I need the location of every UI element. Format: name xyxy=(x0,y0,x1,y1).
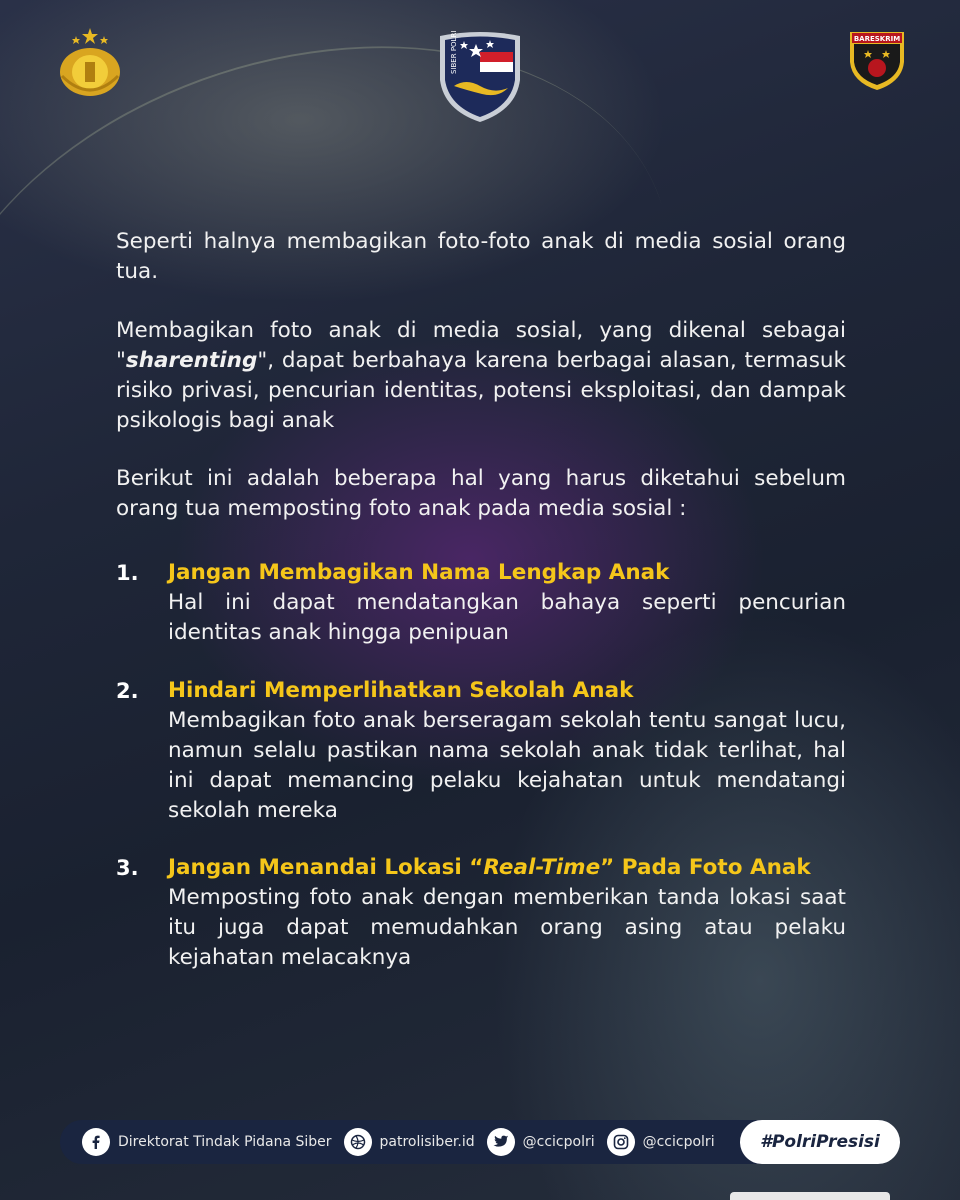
list-number: 1. xyxy=(116,561,139,585)
website-link[interactable] xyxy=(344,1128,475,1156)
intro-paragraph-2-end: ", dapat berbahaya karena berbagai alasan, termasuk risiko privasi, pencurian identitas, potensi eksploitasi, dan dampak psikologis bagi anak xyxy=(116,348,846,433)
list-item-body xyxy=(168,558,846,648)
hashtag-badge: #PolriPresisi xyxy=(740,1120,900,1164)
sharenting-term: sharenting xyxy=(125,348,258,373)
list-item-text: Hal ini dapat mendatangkan bahaya seperti pencurian identitas anak hingga penipuan xyxy=(168,590,846,645)
intro-paragraph-2 xyxy=(116,316,846,436)
list-item-title xyxy=(168,853,846,883)
bareskrim-logo xyxy=(846,26,908,92)
list-item-body xyxy=(168,676,846,826)
facebook-icon xyxy=(82,1128,110,1156)
list-item-text: Membagikan foto anak berseragam sekolah tentu sangat lucu, namun selalu pastikan nama sekolah anak tidak terlihat, hal ini dapat memancing pelaku kejahatan untuk mendatangi sekolah mereka xyxy=(168,708,846,823)
list-item-title-start: Jangan Menandai Lokasi “ xyxy=(168,855,484,880)
list-item-title: Jangan Membagikan Nama Lengkap Anak xyxy=(168,560,670,585)
siber-polri-logo-text: SIBER POLRI xyxy=(450,30,458,74)
facebook-label: Direktorat Tindak Pidana Siber xyxy=(118,1134,332,1150)
list-item-body xyxy=(168,853,846,973)
website-label: patrolisiber.id xyxy=(379,1134,475,1150)
list-item-title-end: ” Pada Foto Anak xyxy=(600,855,811,880)
twitter-label: @ccicpolri xyxy=(522,1134,595,1150)
instagram-label: @ccicpolri xyxy=(642,1134,715,1150)
facebook-link[interactable] xyxy=(82,1128,332,1156)
list-item-text: Memposting foto anak dengan memberikan tanda lokasi saat itu juga dapat memudahkan orang asing atau pelaku kejahatan melacaknya xyxy=(168,885,846,970)
list-number: 2. xyxy=(116,679,139,703)
twitter-link[interactable] xyxy=(487,1128,595,1156)
twitter-icon xyxy=(487,1128,515,1156)
intro-paragraph-1: Seperti halnya membagikan foto-foto anak di media sosial orang tua. xyxy=(116,229,846,284)
instagram-icon xyxy=(607,1128,635,1156)
list-item-title: Hindari Memperlihatkan Sekolah Anak xyxy=(168,678,634,703)
intro-paragraph-2-start: Membagikan foto anak di media sosial, yang dikenal sebagai " xyxy=(116,318,846,373)
intro-paragraph-3: Berikut ini adalah beberapa hal yang harus diketahui sebelum orang tua memposting foto anak pada media sosial : xyxy=(116,466,846,521)
list-number: 3. xyxy=(116,856,139,880)
polri-emblem-logo xyxy=(56,26,124,98)
globe-icon xyxy=(344,1128,372,1156)
bottom-decor-bar xyxy=(730,1192,890,1200)
instagram-link[interactable] xyxy=(607,1128,715,1156)
bareskrim-logo-text: BARESKRIM xyxy=(853,35,901,43)
footer-bar xyxy=(60,1120,900,1164)
siber-polri-shield-logo xyxy=(436,28,524,124)
real-time-term: Real-Time xyxy=(483,855,601,880)
